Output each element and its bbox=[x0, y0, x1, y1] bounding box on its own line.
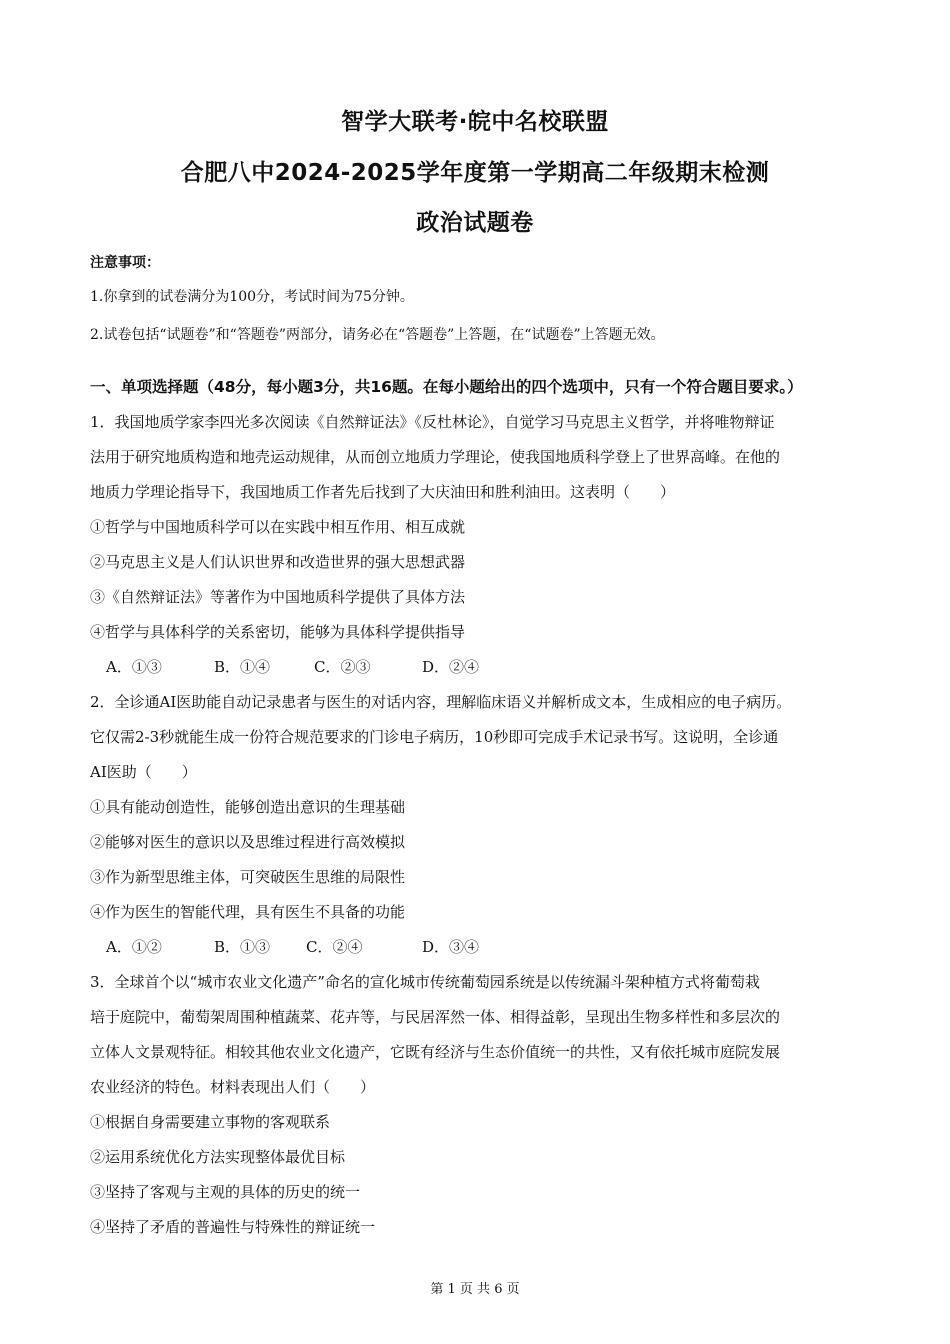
notice-item-1: 1.你拿到的试卷满分为100分，考试时间为75分钟。 bbox=[90, 289, 414, 305]
q2-stem-line-3: AI医助（ ） bbox=[90, 763, 197, 781]
q1-choice-a[interactable]: A．①③ bbox=[106, 658, 162, 676]
q3-stem-line-3: 立体人文景观特征。相较其他农业文化遗产，它既有经济与生态价值统一的共性，又有依托城市庭院发展 bbox=[90, 1043, 781, 1061]
q2-statement-4: ④作为医生的智能代理，具有医生不具备的功能 bbox=[90, 903, 406, 921]
q2-choice-d[interactable]: D．③④ bbox=[422, 938, 480, 956]
q1-stem-line-1: 1．我国地质学家李四光多次阅读《自然辩证法》《反杜林论》，自觉学习马克思主义哲学，并将唯物辩证 bbox=[90, 413, 775, 431]
q1-statement-1: ①哲学与中国地质科学可以在实践中相互作用、相互成就 bbox=[90, 518, 466, 536]
header-subject-title: 政治试题卷 bbox=[416, 210, 534, 236]
q2-statement-1: ①具有能动创造性，能够创造出意识的生理基础 bbox=[90, 798, 406, 816]
q2-stem-line-2: 它仅需2-3秒就能生成一份符合规范要求的门诊电子病历，10秒即可完成手术记录书写。这说明，全诊通 bbox=[90, 728, 779, 746]
q1-statement-2: ②马克思主义是人们认识世界和改造世界的强大思想武器 bbox=[90, 553, 466, 571]
q3-statement-1: ①根据自身需要建立事物的客观联系 bbox=[90, 1113, 331, 1131]
q3-statement-2: ②运用系统优化方法实现整体最优目标 bbox=[90, 1148, 346, 1166]
q3-statement-3: ③坚持了客观与主观的具体的历史的统一 bbox=[90, 1183, 361, 1201]
q2-statement-3: ③作为新型思维主体，可突破医生思维的局限性 bbox=[90, 868, 406, 886]
q1-choice-b[interactable]: B．①④ bbox=[214, 658, 271, 676]
q1-choice-c[interactable]: C．②③ bbox=[314, 658, 371, 676]
q2-stem-line-1: 2．全诊通AI医助能自动记录患者与医生的对话内容，理解临床语义并解析成文本，生成相应的电子病历。 bbox=[90, 693, 792, 711]
notice-heading: 注意事项： bbox=[90, 255, 160, 271]
q1-statement-4: ④哲学与具体科学的关系密切，能够为具体科学提供指导 bbox=[90, 623, 466, 641]
q1-statement-3: ③《自然辩证法》等著作为中国地质科学提供了具体方法 bbox=[90, 588, 466, 606]
q2-choice-c[interactable]: C．②④ bbox=[306, 938, 363, 956]
q2-statement-2: ②能够对医生的意识以及思维过程进行高效模拟 bbox=[90, 833, 406, 851]
header-exam-title: 合肥八中2024-2025学年度第一学期高二年级期末检测 bbox=[180, 160, 770, 186]
q1-choice-d[interactable]: D．②④ bbox=[422, 658, 480, 676]
q3-stem-line-2: 培于庭院中，葡萄架周围种植蔬菜、花卉等，与民居浑然一体、相得益彰，呈现出生物多样性和多层次的 bbox=[90, 1008, 781, 1026]
q3-statement-4: ④坚持了矛盾的普遍性与特殊性的辩证统一 bbox=[90, 1218, 376, 1236]
header-alliance-title: 智学大联考·皖中名校联盟 bbox=[341, 109, 609, 135]
q2-choice-b[interactable]: B．①③ bbox=[214, 938, 271, 956]
q2-choice-a[interactable]: A．①② bbox=[106, 938, 162, 956]
q1-stem-line-2: 法用于研究地质构造和地壳运动规律，从而创立地质力学理论，使我国地质科学登上了世界高峰。在他的 bbox=[90, 448, 781, 466]
section-heading: 一、单项选择题（48分，每小题3分，共16题。在每小题给出的四个选项中，只有一个符合题目要求。） bbox=[90, 378, 803, 396]
notice-item-2: 2.试卷包括“试题卷”和“答题卷”两部分，请务必在“答题卷”上答题，在“试题卷”上答题无效。 bbox=[90, 327, 665, 343]
q3-stem-line-1: 3．全球首个以“城市农业文化遗产”命名的宣化城市传统葡萄园系统是以传统漏斗架种植方式将葡萄栽 bbox=[90, 973, 760, 991]
page-footer: 第 1 页 共 6 页 bbox=[430, 1282, 520, 1297]
q3-stem-line-4: 农业经济的特色。材料表现出人们（ ） bbox=[90, 1078, 376, 1096]
q1-stem-line-3: 地质力学理论指导下，我国地质工作者先后找到了大庆油田和胜利油田。这表明（ ） bbox=[90, 483, 676, 501]
